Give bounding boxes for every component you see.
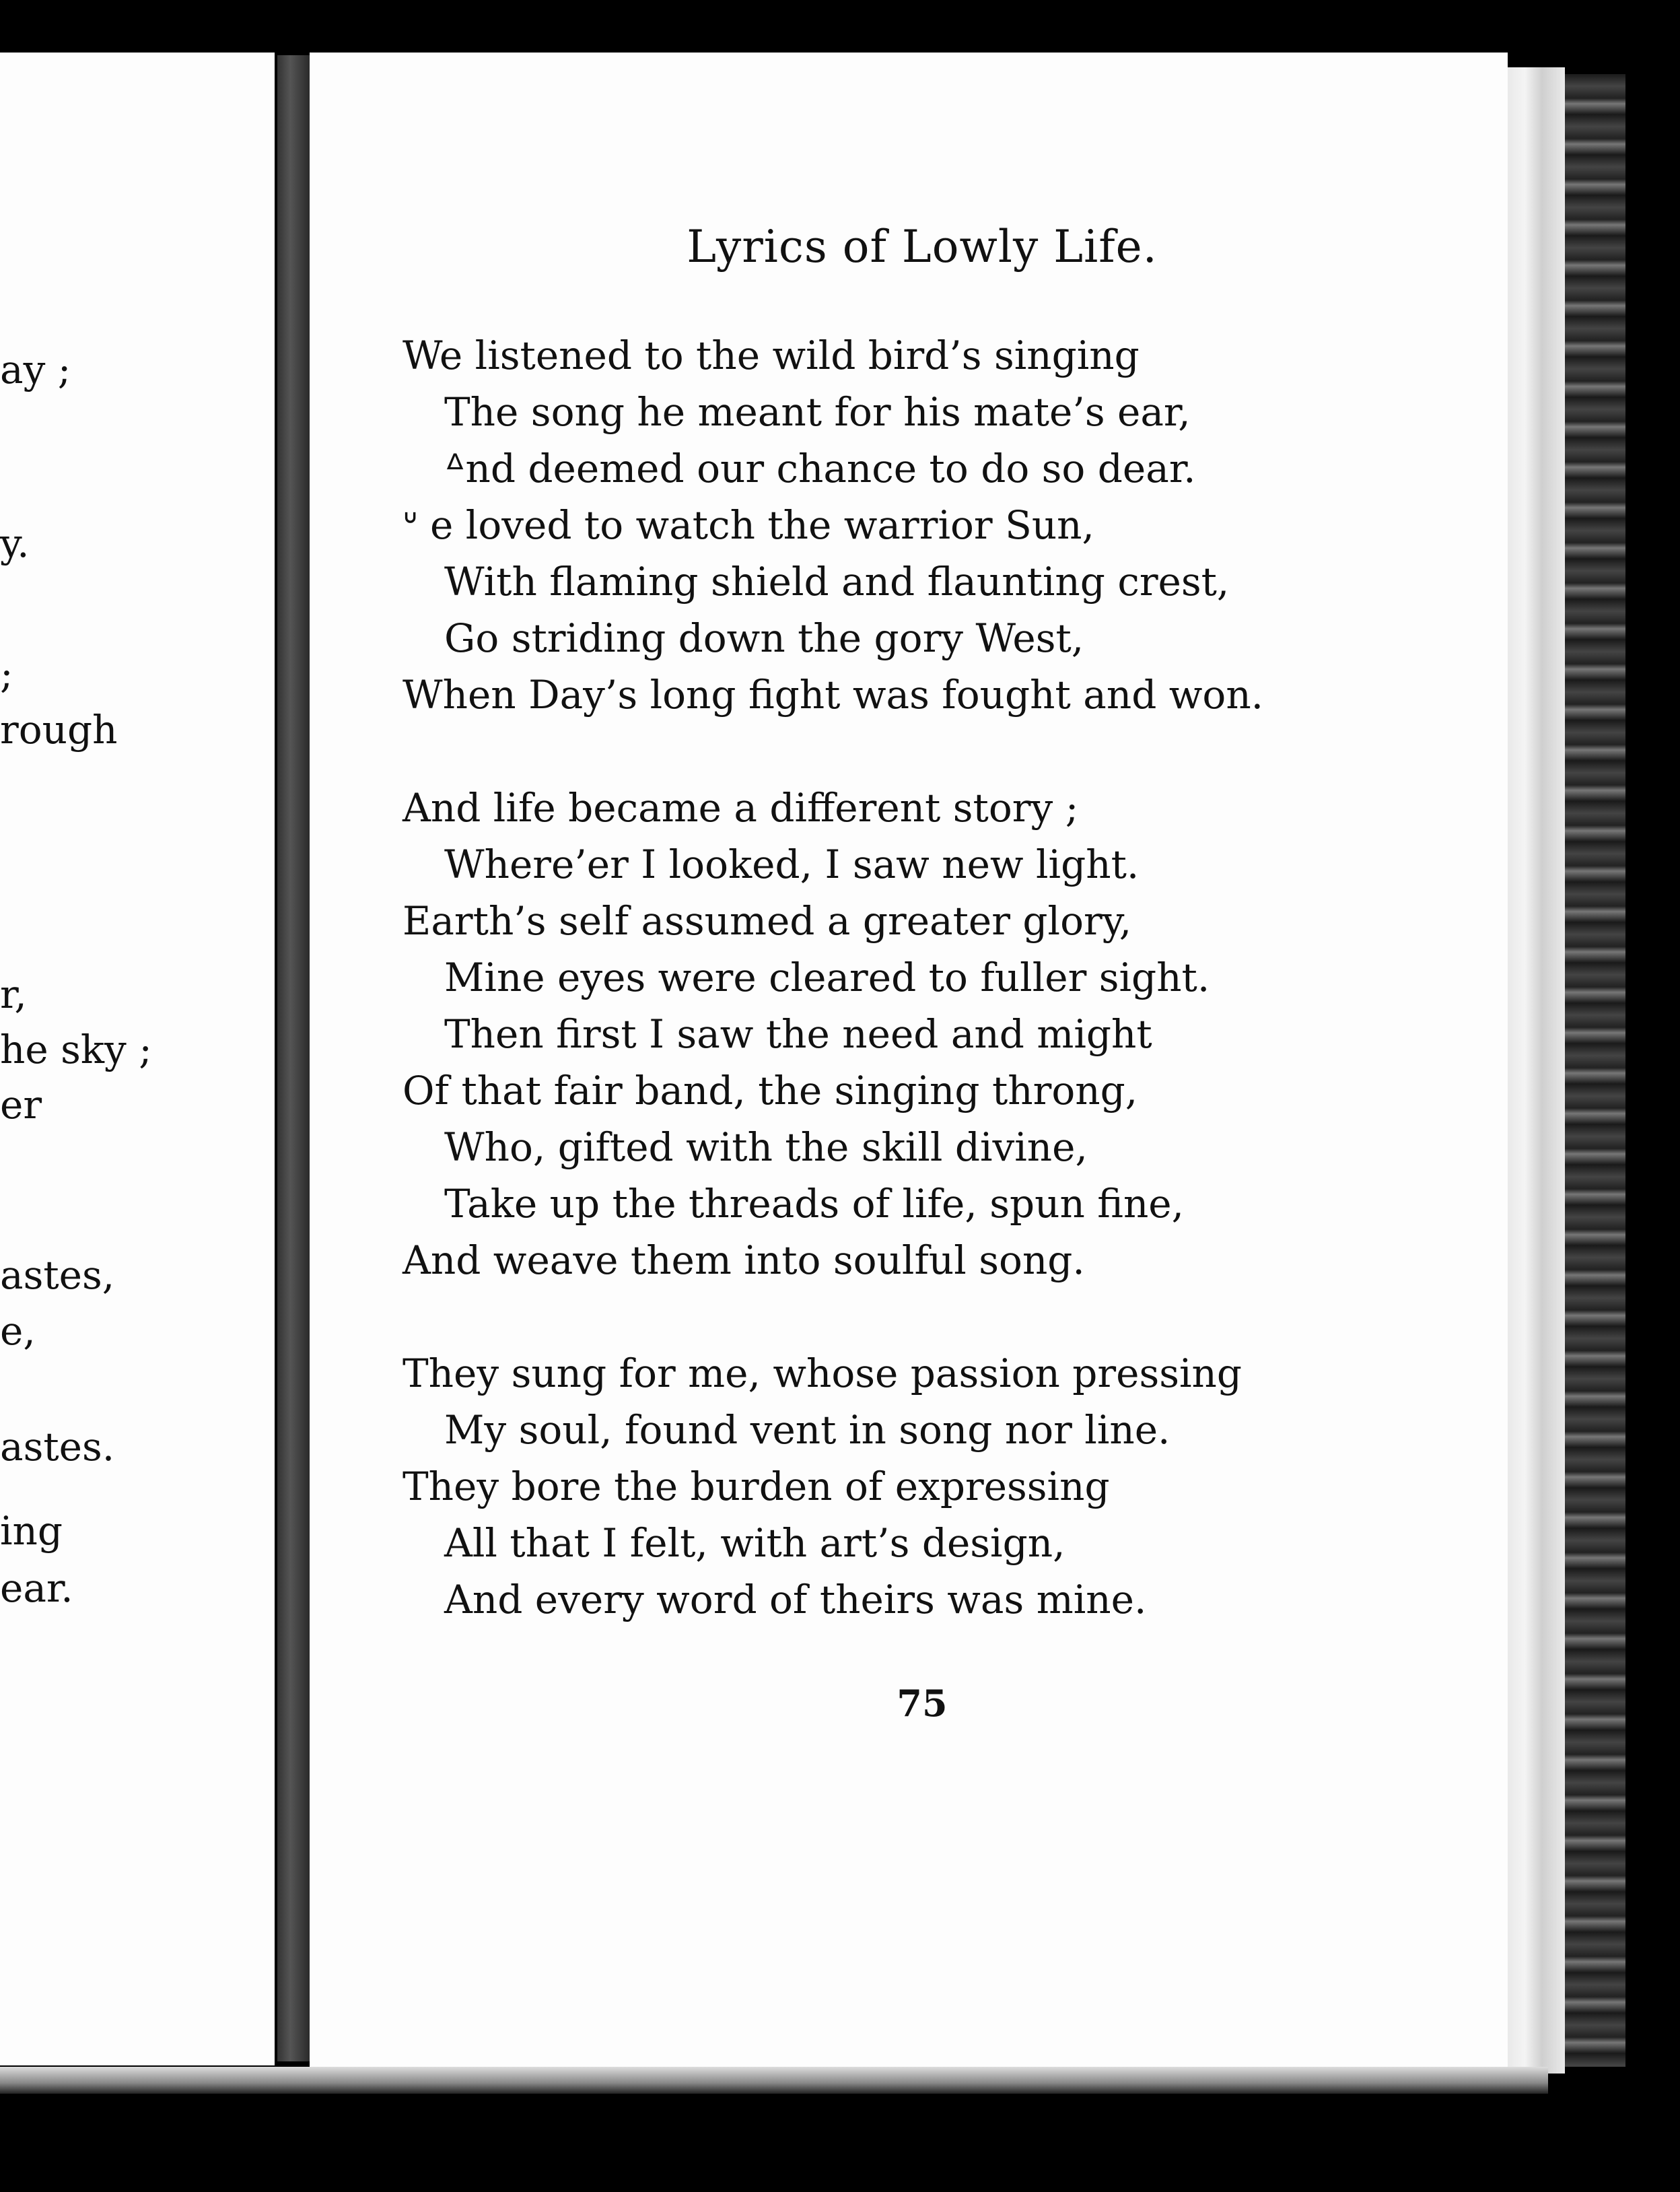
left-page-fragment: ; — [0, 651, 13, 697]
poem-line: With flaming shield and flaunting crest, — [444, 559, 1230, 605]
poem-line: They bore the burden of expressing — [403, 1464, 1110, 1509]
poem-line: My soul, found vent in song nor line. — [444, 1407, 1170, 1453]
left-page-fragment: he sky ; — [0, 1027, 152, 1072]
right-page — [310, 53, 1508, 2079]
poem-line: Go striding down the gory West, — [444, 615, 1084, 661]
left-facing-page — [0, 53, 275, 2065]
poem-line: ᐞnd deemed our chance to do so dear. — [444, 446, 1196, 491]
running-head: Lyrics of Lowly Life. — [687, 221, 1158, 273]
poem-line: And every word of theirs was mine. — [444, 1577, 1147, 1622]
poem-line: All that I felt, with art’s design, — [444, 1520, 1065, 1566]
left-page-fragment: ing — [0, 1508, 63, 1554]
left-page-fragment: y. — [0, 520, 30, 566]
poem-line: When Day’s long fight was fought and won. — [403, 672, 1264, 718]
left-page-fragment: e, — [0, 1308, 36, 1354]
poem-text — [403, 327, 1263, 1628]
left-page-fragment: ay ; — [0, 347, 71, 392]
left-page-fragment: astes. — [0, 1424, 115, 1470]
poem-line: They sung for me, whose passion pressing — [403, 1350, 1242, 1396]
page-edge-dark — [1565, 74, 1625, 2067]
poem-line: Take up the threads of life, spun fine, — [444, 1181, 1185, 1227]
left-page-fragment: rough — [0, 707, 118, 753]
left-page-fragment: astes, — [0, 1252, 115, 1298]
page-edge-light — [1508, 67, 1565, 2074]
poem-line: Of that fair band, the singing throng, — [403, 1068, 1138, 1114]
poem-line: We listened to the wild bird’s singing — [403, 333, 1140, 378]
bottom-edge — [0, 2067, 1548, 2094]
left-page-fragment: er — [0, 1082, 42, 1128]
poem-line: Earth’s self assumed a greater glory, — [403, 898, 1132, 944]
poem-line: Where’er I looked, I saw new light. — [444, 842, 1140, 887]
stanza-break — [403, 723, 1263, 780]
poem-line: And weave them into soulful song. — [403, 1237, 1085, 1283]
poem-line: Who, gifted with the skill divine, — [444, 1124, 1088, 1170]
book-gutter — [277, 55, 310, 2061]
poem-line: ᐡ e loved to watch the warrior Sun, — [403, 502, 1094, 548]
poem-line: Then first I saw the need and might — [444, 1011, 1152, 1057]
poem-line: Mine eyes were cleared to fuller sight. — [444, 955, 1210, 1000]
stanza-break — [403, 1289, 1263, 1345]
page-number: 75 — [897, 1682, 948, 1725]
poem-line: The song he meant for his mate’s ear, — [444, 389, 1191, 435]
left-page-fragment: r, — [0, 971, 27, 1017]
poem-line: And life became a different story ; — [403, 785, 1079, 831]
left-page-fragment: ear. — [0, 1565, 73, 1611]
